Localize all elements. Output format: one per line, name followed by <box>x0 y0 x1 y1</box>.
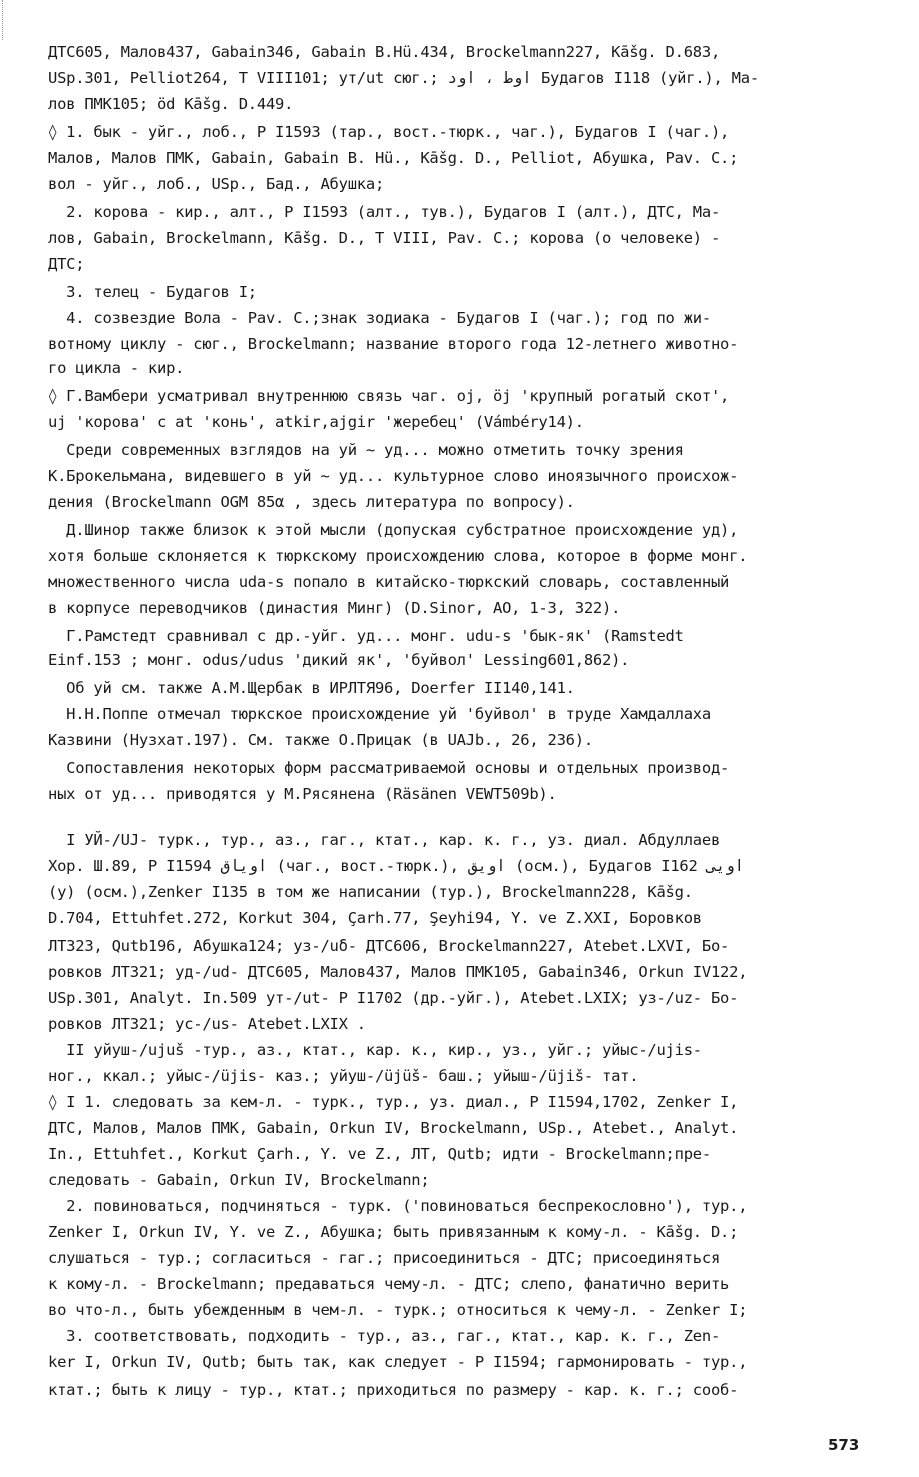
text-line: 3. соответствовать, подходить - тур., аз., гаг., ктат., кар. к. г., Zen- <box>48 1327 721 1345</box>
text-line: 2. повиноваться, подчиняться - турк. ('повиноваться беспрекословно'), тур., <box>48 1197 748 1215</box>
text-line: множественного числа uda-s попало в китайско-тюркский словарь, составленный <box>48 573 730 591</box>
text-line: Малов, Малов ПМК, Gabain, Gabain В. Hü., Kāšg. D., Pelliot, Абушка, Pav. C.; <box>48 149 739 167</box>
text-line: Казвини (Нузхат.197). См. также О.Прицак (в UAJb., 26, 236). <box>48 731 593 749</box>
text-line: Н.Н.Поппе отмечал тюркское происхождение уй 'буйвол' в труде Хамдаллаха <box>48 705 711 723</box>
text-line: следовать - Gabain, Orkun IV, Brockelmann; <box>48 1171 430 1189</box>
text-line: (у) (осм.),Zenker I135 в том же написании (тур.), Brockelmann228, Kāšg. <box>48 883 693 901</box>
text-line: во что-л., быть убежденным в чем-л. - турк.; относиться к чему-л. - Zenker I; <box>48 1301 748 1319</box>
text-line: II уйуш-/ujuš -тур., аз., ктат., кар. к., кир., уз., уйг.; уйыс-/ujis- <box>48 1041 702 1059</box>
text-line: ног., ккал.; уйыс-/üjis- каз.; уйуш-/üjüš- баш.; уйыш-/üjiš- тат. <box>48 1067 639 1085</box>
text-line: Среди современных взглядов на уй ~ уд... можно отметить точку зрения <box>48 441 684 459</box>
text-line: ◊ Г.Вамбери усматривал внутреннюю связь чаг. oj, öj 'крупный рогатый скот', <box>48 387 730 405</box>
text-line: uj 'корова' с at 'конь', atkir,ajgir 'жеребец' (Vámbéry14). <box>48 413 584 431</box>
text-line: Об уй см. также А.М.Щербак в ИРЛТЯ96, Doerfer II140,141. <box>48 679 575 697</box>
text-line: 2. корова - кир., алт., Р I1593 (алт., тув.), Будагов I (алт.), ДТС, Ма- <box>48 203 721 221</box>
text-line: ЛТ323, Qutb196, Абушка124; уз-/uδ- ДТС606, Brockelmann227, Atebet.LXVI, Бо- <box>48 937 730 955</box>
text-line: ровков ЛТ321; уд-/ud- ДТС605, Малов437, Малов ПМК105, Gabain346, Orkun IV122, <box>48 963 748 981</box>
text-line: го цикла - кир. <box>48 359 185 377</box>
text-line: ДТС; <box>48 255 85 273</box>
text-line: ктат.; быть к лицу - тур., ктат.; приходиться по размеру - кар. к. г.; сооб- <box>48 1381 739 1399</box>
text-line: Einf.153 ; монг. odus/udus 'дикий як', 'буйвол' Lessing601,862). <box>48 651 630 669</box>
text-line: In., Ettuhfet., Korkut Çarh., Y. ve Z., ЛТ, Qutb; идти - Brockelmann;пре- <box>48 1145 711 1163</box>
text-line: ДТС605, Малов437, Gabain346, Gabain В.Hü.434, Brockelmann227, Kāšg. D.683, <box>48 43 721 61</box>
text-line: К.Брокельмана, видевшего в уй ~ уд... культурное слово иноязычного происхож- <box>48 467 739 485</box>
text-line: к кому-л. - Brockelmann; предаваться чему-л. - ДТС; слепо, фанатично верить <box>48 1275 730 1293</box>
text-line: 4. созвездие Вола - Pav. C.;знак зодиака - Будагов I (чаг.); год по жи- <box>48 309 711 327</box>
text-line: слушаться - тур.; согласиться - гаг.; присоединиться - ДТС; присоединяться <box>48 1249 721 1267</box>
text-line: дения (Brockelmann OGM 85α , здесь литература по вопросу). <box>48 493 575 511</box>
text-line: вотному циклу - сюг., Brockelmann; название второго года 12-летнего животно- <box>48 335 739 353</box>
text-line: вол - уйг., лоб., USp., Бад., Абушка; <box>48 175 385 193</box>
text-line: USp.301, Analyt. In.509 ут-/ut- Р I1702 (др.-уйг.), Atebet.LXIX; уз-/uz- Бо- <box>48 989 739 1007</box>
text-line: ровков ЛТ321; ус-/us- Atebet.LXIX . <box>48 1015 366 1033</box>
text-line: Zenker I, Orkun IV, Y. ve Z., Абушка; быть привязанным к кому-л. - Kāšg. D.; <box>48 1223 739 1241</box>
text-line: Сопоставления некоторых форм рассматриваемой основы и отдельных производ- <box>48 759 730 777</box>
text-line: Хор. Ш.89, Р I1594 اویاق (чаг., вост.-тюрк.), اویق (осм.), Будагов I162 اویی <box>48 857 745 875</box>
text-line: ных от уд... приводятся у М.Рясянена (Räsänen VEWT509b). <box>48 785 557 803</box>
text-line: ДТС, Малов, Малов ПМК, Gabain, Orkun IV, Brockelmann, USp., Atebet., Analyt. <box>48 1119 739 1137</box>
text-line: D.704, Ettuhfet.272, Korkut 304, Çarh.77, Şeyhi94, Y. ve Z.XXI, Боровков <box>48 909 702 927</box>
text-line: I УЙ-/UJ- турк., тур., аз., гаг., ктат., кар. к. г., уз. диал. Абдуллаев <box>48 831 721 849</box>
page-number: 573 <box>828 1436 860 1454</box>
text-line: лов, Gabain, Brockelmann, Kāšg. D., T VIII, Pav. C.; корова (о человеке) - <box>48 229 721 247</box>
text-line: лов ПМК105; öd Kāšg. D.449. <box>48 95 294 113</box>
text-line: Г.Рамстедт сравнивал с др.-уйг. уд... монг. udu-s 'бык-як' (Ramstedt <box>48 627 684 645</box>
text-line: в корпусе переводчиков (династия Минг) (D.Sinor, AO, 1-3, 322). <box>48 599 621 617</box>
text-line: ker I, Orkun IV, Qutb; быть так, как следует - Р I1594; гармонировать - тур., <box>48 1353 748 1371</box>
text-line: 3. телец - Будагов I; <box>48 283 257 301</box>
text-line: ◊ 1. бык - уйг., лоб., Р I1593 (тар., вост.-тюрк., чаг.), Будагов I (чаг.), <box>48 123 730 141</box>
text-line: ◊ I 1. следовать за кем-л. - турк., тур., уз. диал., Р I1594,1702, Zenker I, <box>48 1093 739 1111</box>
text-line: Д.Шинор также близок к этой мысли (допуская субстратное происхождение уд), <box>48 521 739 539</box>
scan-edge-mark <box>2 0 6 40</box>
text-line: USp.301, Pelliot264, T VIII101; ут/ut сюг.; اوط ، اود Будагов I118 (уйг.), Ма- <box>48 69 759 87</box>
text-line: хотя больше склоняется к тюркскому происхождению слова, которое в форме монг. <box>48 547 748 565</box>
